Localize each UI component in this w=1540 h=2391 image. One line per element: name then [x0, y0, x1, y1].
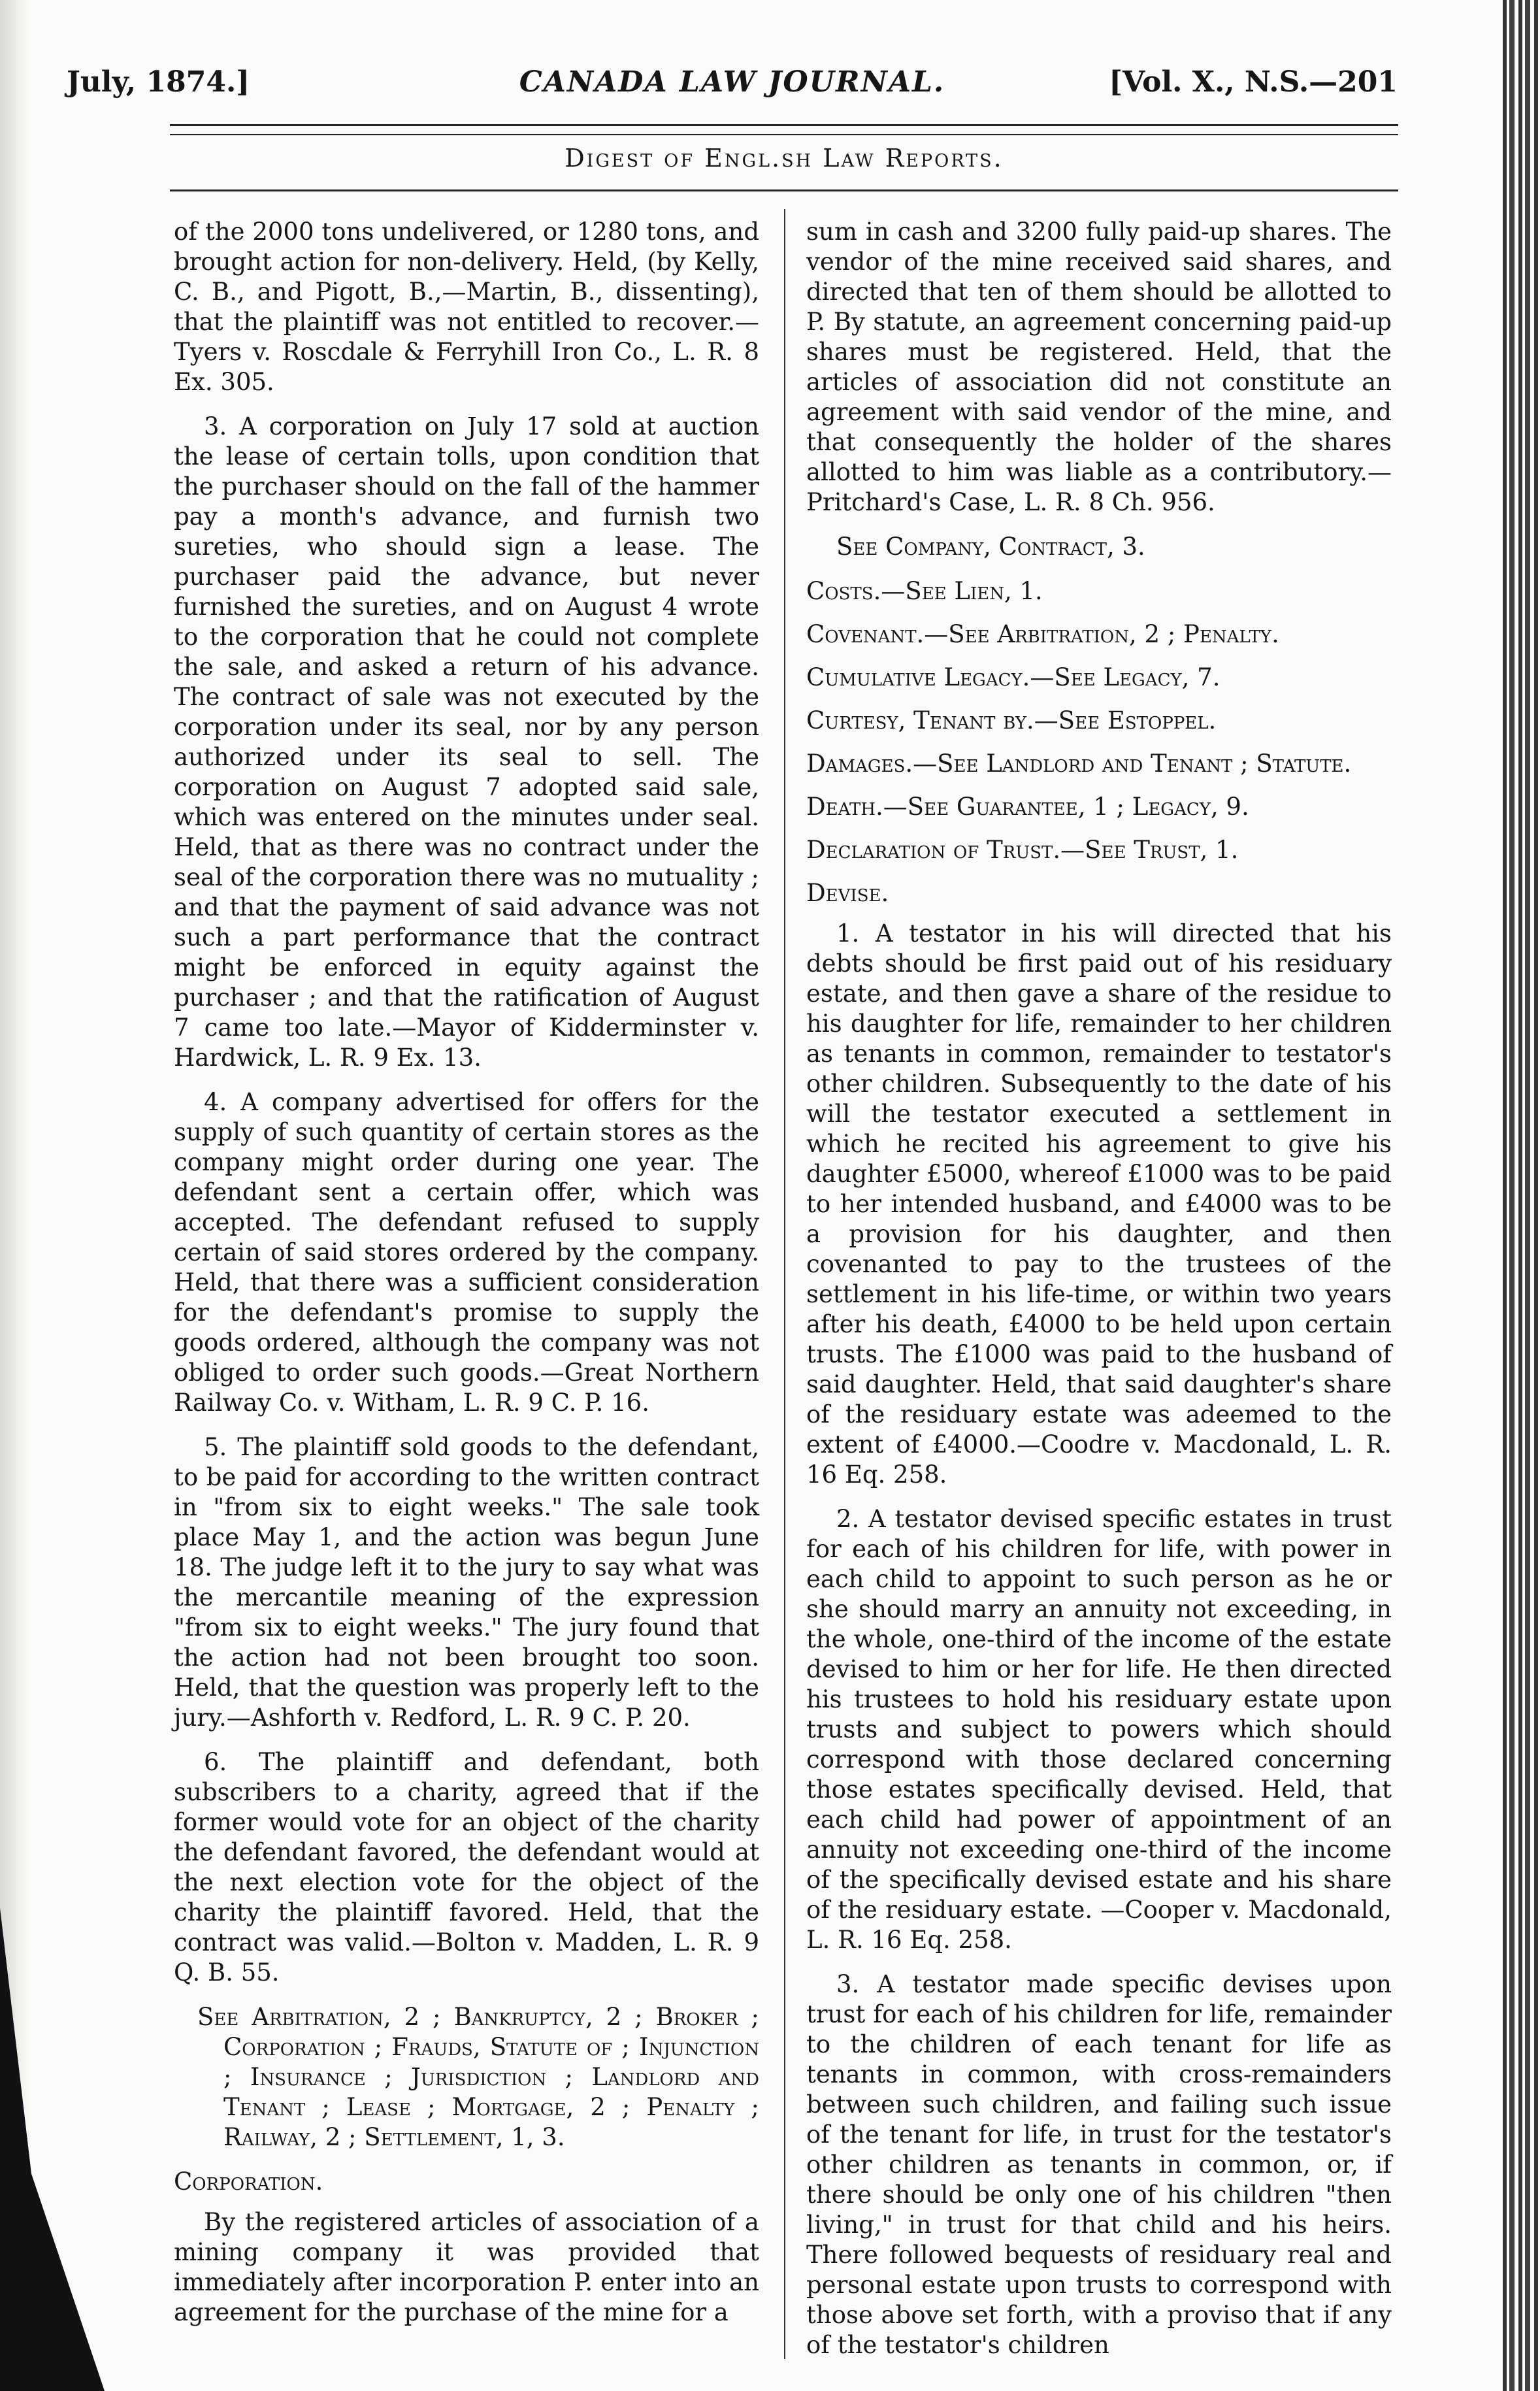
- index-entry: Curtesy, Tenant by.—See Estoppel.: [806, 706, 1217, 734]
- index-entry: Damages.—See Landlord and Tenant ; Statute.: [806, 750, 1352, 778]
- section-rule: [170, 190, 1398, 191]
- index-entry: Cumulative Legacy.—See Legacy, 7.: [806, 663, 1221, 691]
- paragraph: 5. The plaintiff sold goods to the defendant, to be paid for according to the written contract in "from six to eight weeks." The sale took place May 1, and the action was begun June 18. The judge left it to the jury to say what was the mercantile meaning of the expression "from six to eight weeks." The jury found that the action had not been brought too soon. Held, that the question was properly left to the jury.—Ashforth v. Redford, L. R. 9 C. P. 20.: [174, 1433, 759, 1732]
- header-rule: [170, 124, 1398, 126]
- paragraph: 3. A corporation on July 17 sold at auction the lease of certain tolls, upon condition that the purchaser should on the fall of the hammer pay a month's advance, and furnish two sureties, who should sign a lease. The purchaser paid the advance, but never furnished the sureties, and on August 4 wrote to the corporation that he could not complete the sale, and asked a return of his advance. The contract of sale was not executed by the corporation under its seal, nor by any person authorized under its seal to sell. The corporation on August 7 adopted said sale, which was entered on the minutes under seal. Held, that as there was no contract under the seal of the corporation there was no mutuality ; and that the payment of said advance was not such a part performance that the contract might be enforced in equity against the purchaser ; and that the ratification of August 7 came too late.—Mayor of Kidderminster v. Hardwick, L. R. 9 Ex. 13.: [174, 412, 759, 1072]
- paragraph: 6. The plaintiff and defendant, both subscribers to a charity, agreed that if the former would vote for an object of the charity the defendant favored, the defendant would at the next election vote for the object of the charity the plaintiff favored. Held, that the contract was valid.—Bolton v. Madden, L. R. 9 Q. B. 55.: [174, 1748, 759, 1987]
- index-entry: Death.—See Guarantee, 1 ; Legacy, 9.: [806, 793, 1249, 821]
- paragraph: 3. A testator made specific devises upon trust for each of his children for life, remainder to the children of each tenant for life as tenants in common, with cross-remainders between such children, and failing such issue of the tenant for life, in trust for the testator's other children as tenants in common, or, if there should be only one of his children "then living," in trust for that child and his heirs. There followed bequests of residuary real and personal estate upon trusts to correspond with those above set forth, with a proviso that if any of the testator's children: [806, 1970, 1392, 2359]
- running-head: [67, 65, 1398, 118]
- cross-reference: See Arbitration, 2 ; Bankruptcy, 2 ; Broker ; Corporation ; Frauds, Statute of ; Injunction ; Insurance ; Jurisdiction ; Landlord and Tenant ; Lease ; Mortgage, 2 ; Penalty ; Railway, 2 ; Settlement, 1, 3.: [197, 2003, 759, 2151]
- paragraph: 4. A company advertised for offers for the supply of such quantity of certain stores as the company might order during one year. The defendant sent a certain offer, which was accepted. The defendant refused to supply certain of said stores ordered by the company. Held, that there was a sufficient consideration for the defendant's promise to supply the goods ordered, although the company was not obliged to order such goods.—Great Northern Railway Co. v. Witham, L. R. 9 C. P. 16.: [174, 1088, 759, 1417]
- section-heading: Corporation.: [174, 2168, 323, 2196]
- paragraph: By the registered articles of association of a mining company it was provided that immediately after incorporation P. enter into an agreement for the purchase of the mine for a: [174, 2208, 759, 2326]
- volume-page: [Vol. X., N.S.—201: [1109, 65, 1398, 99]
- index-entry: Covenant.—See Arbitration, 2 ; Penalty.: [806, 620, 1279, 648]
- cross-reference: See Company, Contract, 3.: [836, 533, 1145, 561]
- section-title: Digest of Engl.sh Law Reports.: [565, 144, 1004, 173]
- index-entry: Costs.—See Lien, 1.: [806, 577, 1043, 605]
- index-entry: Declaration of Trust.—See Trust, 1.: [806, 836, 1239, 864]
- paragraph: 2. A testator devised specific estates in trust for each of his children for life, with power in each child to appoint to such person as he or she should marry an annuity not exceeding, in the whole, one-third of the income of the estate devised to him or her for life. He then directed his trustees to hold his residuary estate upon trusts and subject to powers which should correspond with those declared concerning those estates specifically devised. Held, that each child had power of appointment of an annuity not exceeding one-third of the income of the specifically devised estate and his share of the residuary estate. —Cooper v. Macdonald, L. R. 16 Eq. 258.: [806, 1505, 1392, 1954]
- left-column: [174, 217, 759, 2354]
- header-rule-thin: [170, 134, 1398, 135]
- paragraph: sum in cash and 3200 fully paid-up shares. The vendor of the mine received said shares, and directed that ten of them should be allotted to P. By statute, an agreement concerning paid-up shares must be registered. Held, that the articles of association did not constitute an agreement with said vendor of the mine, and that consequently the holder of the shares allotted to him was liable as a contributory.—Pritchard's Case, L. R. 8 Ch. 956.: [806, 218, 1392, 516]
- column-divider: [784, 209, 785, 2359]
- paragraph: 1. A testator in his will directed that his debts should be first paid out of his residuary estate, and then gave a share of the residue to his daughter for life, remainder to her children as tenants in common, remainder to testator's other children. Subsequently to the date of his will the testator executed a settlement in which he recited his agreement to give his daughter £5000, whereof £1000 was to be paid to her intended husband, and £4000 was to be a provision for his daughter, and then covenanted to pay to the trustees of the settlement in his life-time, or within two years after his death, £4000 to be held upon certain trusts. The £1000 was paid to the husband of said daughter. Held, that said daughter's share of the residuary estate was adeemed to the extent of £4000.—Coodre v. Macdonald, L. R. 16 Eq. 258.: [806, 919, 1392, 1489]
- journal-title: CANADA LAW JOURNAL.: [519, 65, 945, 99]
- right-column: [806, 217, 1392, 2359]
- section-heading: Devise.: [806, 879, 889, 907]
- scan-binding-edge: [1503, 0, 1540, 2391]
- issue-date: July, 1874.]: [67, 65, 250, 99]
- paragraph: of the 2000 tons undelivered, or 1280 tons, and brought action for non-delivery. Held, (by Kelly, C. B., and Pigott, B.,—Martin, B., dissenting), that the plaintiff was not entitled to recover.—Tyers v. Roscdale & Ferryhill Iron Co., L. R. 8 Ex. 305.: [174, 218, 759, 396]
